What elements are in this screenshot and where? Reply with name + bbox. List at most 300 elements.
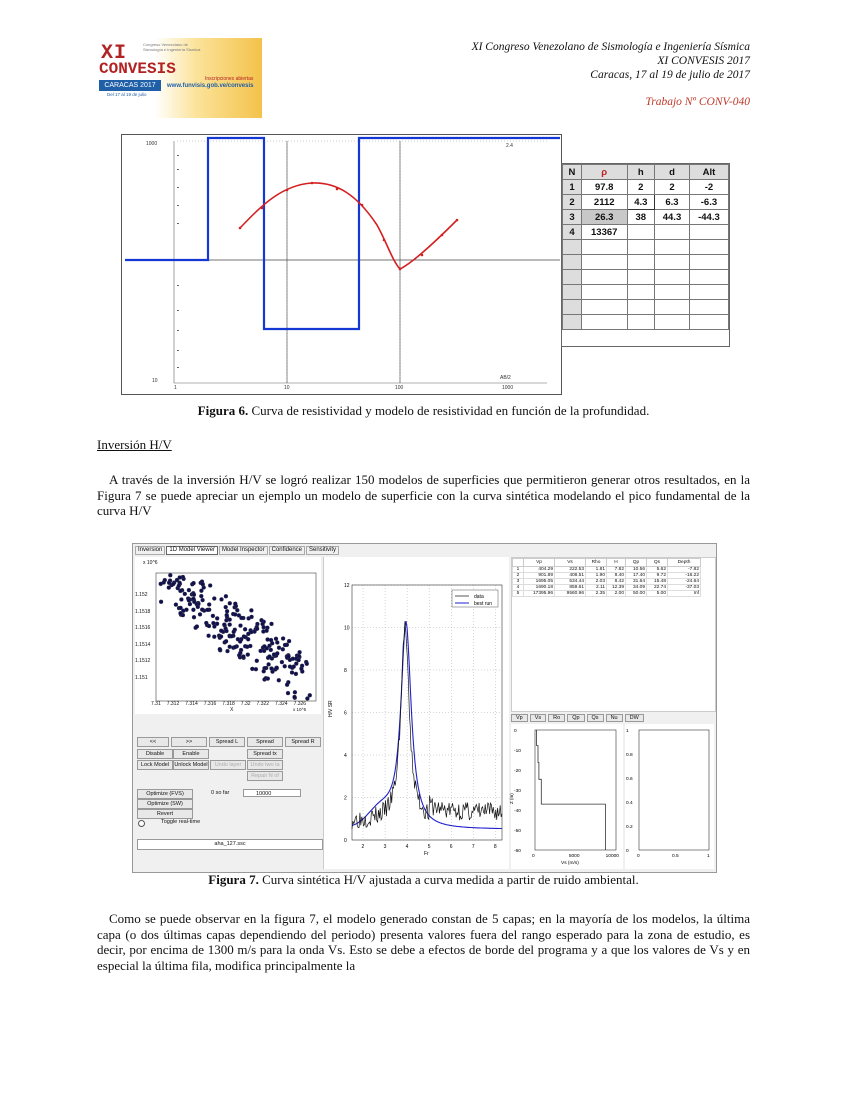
scatter-point bbox=[207, 634, 211, 638]
prev-button[interactable]: << bbox=[137, 737, 169, 747]
spread-r-button[interactable]: Spread R bbox=[285, 737, 321, 747]
y-tick: 1.151 bbox=[135, 674, 148, 681]
fig6-caption-label: Figura 6. bbox=[197, 403, 249, 418]
layers-table-panel bbox=[511, 557, 716, 712]
layer-cell[interactable]: 3 bbox=[513, 579, 524, 585]
scatter-point bbox=[208, 584, 212, 588]
table-cell[interactable]: -44.3 bbox=[689, 210, 728, 225]
logo-url: www.funvisis.gob.ve/convesis bbox=[167, 83, 254, 89]
layer-cell[interactable]: -37.03 bbox=[668, 585, 701, 591]
scatter-x-ticks bbox=[151, 701, 306, 707]
scatter-point bbox=[224, 639, 228, 643]
layer-cell[interactable]: 5 bbox=[513, 591, 524, 597]
logo-small-text: Congreso Venezolano de Sismología e Ingeniería Sísmica bbox=[143, 42, 201, 52]
scatter-point bbox=[228, 618, 232, 622]
scatter-point bbox=[239, 616, 243, 620]
scatter-point bbox=[159, 582, 163, 586]
scatter-point bbox=[177, 584, 181, 588]
profile-tab-nu[interactable]: Nu bbox=[606, 714, 623, 722]
scatter-point bbox=[228, 601, 232, 605]
layer-cell[interactable]: 859.61 bbox=[555, 585, 586, 591]
scatter-point bbox=[246, 637, 250, 641]
layer-col-header: Vs bbox=[555, 559, 586, 567]
scatter-point bbox=[233, 613, 237, 617]
hv-x-tick: 8 bbox=[493, 844, 497, 850]
hv-svg bbox=[324, 557, 509, 869]
logo-name: CONVESIS bbox=[99, 60, 176, 78]
layer-cell[interactable]: 1 bbox=[513, 567, 524, 573]
fig6-caption-text: Curva de resistividad y modelo de resistividad en función de la profundidad. bbox=[248, 403, 650, 418]
x-tick: 7.316 bbox=[203, 701, 217, 707]
y-tick: 1.1514 bbox=[135, 641, 151, 648]
layer-col-header: H bbox=[607, 559, 626, 567]
layer-cell[interactable]: 9560.96 bbox=[555, 591, 586, 597]
scatter-point bbox=[218, 647, 222, 651]
fig6-corner-label: 2.4 bbox=[506, 143, 513, 149]
x-tick: 7.326 bbox=[293, 701, 307, 707]
optimize-sw-button[interactable]: Optimize (SW) bbox=[137, 799, 193, 809]
layer-cell[interactable]: 31.64 bbox=[626, 579, 647, 585]
table-header: d bbox=[655, 165, 690, 180]
fig6-x-tick-10: 10 bbox=[284, 385, 290, 391]
scatter-point bbox=[299, 667, 303, 671]
table-cell[interactable]: 26.3 bbox=[581, 210, 627, 225]
scatter-point bbox=[265, 629, 269, 633]
scatter-point bbox=[226, 649, 230, 653]
undo-two-button[interactable]: Undo two la bbox=[247, 760, 283, 770]
right-x-tick: 1 bbox=[707, 854, 710, 859]
scatter-point bbox=[281, 647, 285, 651]
table-header: N bbox=[563, 165, 582, 180]
table-cell[interactable] bbox=[689, 225, 728, 240]
table-cell[interactable] bbox=[655, 225, 690, 240]
scatter-point bbox=[242, 635, 246, 639]
scatter-point bbox=[285, 683, 289, 687]
profile-y-label: Z (m) bbox=[509, 793, 514, 804]
scatter-point bbox=[222, 623, 226, 627]
profile-tab-qp[interactable]: Qp bbox=[567, 714, 584, 722]
fig6-y-top: 1000 bbox=[146, 141, 158, 147]
scatter-point bbox=[215, 616, 219, 620]
scatter-point bbox=[254, 667, 258, 671]
scatter-point bbox=[277, 678, 281, 682]
right-x-tick: 0.5 bbox=[672, 854, 679, 859]
table-row bbox=[563, 195, 729, 210]
table-cell[interactable]: -6.3 bbox=[689, 195, 728, 210]
layer-col-header: Qp bbox=[626, 559, 647, 567]
x-tick: 7.324 bbox=[275, 701, 288, 707]
x-tick: 7.314 bbox=[185, 701, 198, 707]
scatter-point bbox=[298, 650, 302, 654]
scatter-point bbox=[178, 576, 182, 580]
scatter-point bbox=[275, 666, 279, 670]
table-cell: 4 bbox=[563, 225, 582, 240]
logo-dates: Del 17 al 19 de julio bbox=[107, 92, 147, 97]
layer-cell[interactable]: 1.81 bbox=[586, 567, 607, 573]
hv-x-tick: 5 bbox=[427, 844, 431, 850]
hv-chart bbox=[323, 557, 509, 869]
tab-sensitivity[interactable]: Sensitivity bbox=[306, 546, 339, 555]
scatter-point bbox=[212, 597, 216, 601]
scatter-point bbox=[293, 695, 297, 699]
hv-y-label: H/V SR bbox=[328, 700, 334, 717]
right-x-tick: 0 bbox=[637, 854, 640, 859]
layer-cell[interactable]: 901.89 bbox=[524, 573, 555, 579]
scatter-point bbox=[255, 659, 259, 663]
x-tick: 7.31 bbox=[151, 701, 161, 707]
scatter-point bbox=[212, 635, 216, 639]
right-y-tick: 0.6 bbox=[626, 777, 633, 782]
fig6-y-bottom: 10 bbox=[152, 378, 158, 384]
profile-x-tick: 5000 bbox=[568, 854, 580, 859]
file-name-field: aha_127.ssc bbox=[137, 839, 323, 850]
scatter-point bbox=[245, 645, 249, 649]
scatter-point bbox=[286, 691, 290, 695]
scatter-point bbox=[211, 614, 215, 618]
scatter-point bbox=[188, 602, 192, 606]
layer-col-header: Rho bbox=[586, 559, 607, 567]
profile-tab-dw[interactable]: DW bbox=[625, 714, 644, 722]
table-cell[interactable]: 4.3 bbox=[627, 195, 655, 210]
scatter-point bbox=[268, 655, 272, 659]
hv-legend-best-label: best run bbox=[474, 601, 493, 607]
hv-y-tick: 8 bbox=[344, 668, 347, 674]
layer-cell[interactable]: 17395.96 bbox=[524, 591, 555, 597]
scatter-point bbox=[192, 615, 196, 619]
scatter-point bbox=[243, 627, 247, 631]
header-event: XI CONVESIS 2017 bbox=[657, 55, 750, 67]
next-button[interactable]: >> bbox=[171, 737, 207, 747]
scatter-point bbox=[308, 693, 312, 697]
x-tick: 7.312 bbox=[166, 701, 180, 707]
scatter-point bbox=[270, 641, 274, 645]
scatter-point bbox=[235, 608, 239, 612]
right-empty-plot bbox=[625, 724, 714, 869]
scatter-point bbox=[294, 672, 298, 676]
revert-button[interactable]: Revert bbox=[137, 809, 193, 819]
iterations-input[interactable]: 10000 bbox=[243, 789, 301, 797]
layer-cell[interactable]: 8.42 bbox=[607, 579, 626, 585]
scatter-point bbox=[233, 602, 237, 606]
scatter-point bbox=[207, 603, 211, 607]
layer-cell[interactable]: 1690.18 bbox=[524, 585, 555, 591]
layer-cell[interactable]: 2.35 bbox=[586, 591, 607, 597]
logo-register: Inscripciones abiertas bbox=[205, 76, 254, 82]
scatter-point bbox=[246, 632, 250, 636]
tab-confidence[interactable]: Confidence bbox=[269, 546, 305, 555]
scatter-point bbox=[230, 634, 234, 638]
hv-y-tick: 12 bbox=[344, 583, 350, 589]
profile-tab-ro[interactable]: Ro bbox=[548, 714, 565, 722]
scatter-point bbox=[294, 662, 298, 666]
scatter-point bbox=[297, 658, 301, 662]
scatter-point bbox=[187, 598, 191, 602]
table-cell[interactable]: 2 bbox=[655, 180, 690, 195]
spread-tx-button[interactable]: Spread tx bbox=[247, 749, 283, 759]
scatter-point bbox=[204, 621, 208, 625]
scatter-x-exp: x 10^5 bbox=[293, 707, 307, 712]
scatter-point bbox=[195, 625, 199, 629]
logo-city: CARACAS 2017 bbox=[99, 80, 161, 91]
hv-x-tick: 3 bbox=[383, 844, 387, 850]
scatter-point bbox=[167, 581, 171, 585]
scatter-point bbox=[211, 621, 215, 625]
scatter-point bbox=[224, 605, 228, 609]
repair-button[interactable]: Repair N of bbox=[247, 771, 283, 781]
paragraph-1: A través de la inversión H/V se logró realizar 150 modelos de superficies que permitieron generar otros resultados, en la Figura 7 se puede apreciar un ejemplo un modelo de superficie con la curva sintética modelando el pico fundamental de la curva H/V bbox=[97, 472, 750, 518]
scatter-point bbox=[267, 662, 271, 666]
hv-y-tick: 2 bbox=[344, 795, 347, 802]
hv-y-tick: 0 bbox=[344, 838, 347, 844]
fig7-caption bbox=[97, 872, 750, 888]
table-cell[interactable] bbox=[627, 225, 655, 240]
layer-cell[interactable]: 534.44 bbox=[555, 579, 586, 585]
layer-cell[interactable]: 22.74 bbox=[647, 585, 668, 591]
scatter-point bbox=[187, 588, 191, 592]
fig7-tab-bar bbox=[135, 546, 339, 555]
scatter-svg bbox=[135, 557, 321, 714]
table-header: Alt bbox=[689, 165, 728, 180]
layer-cell[interactable]: 2.00 bbox=[607, 591, 626, 597]
undo-layer-button[interactable]: Undo layer bbox=[210, 760, 246, 770]
fig6-plot bbox=[121, 134, 562, 395]
scatter-point bbox=[287, 639, 291, 643]
scatter-point bbox=[266, 638, 270, 642]
scatter-point bbox=[178, 589, 182, 593]
scatter-point bbox=[287, 654, 291, 658]
disable-button[interactable]: Disable bbox=[137, 749, 173, 759]
scatter-point bbox=[163, 578, 167, 582]
profile-y-tick: -20 bbox=[514, 769, 521, 774]
scatter-x-label: X bbox=[230, 707, 234, 713]
profile-tab-vp[interactable]: Vp bbox=[511, 714, 528, 722]
profile-y-tick: -30 bbox=[514, 789, 521, 794]
scatter-point bbox=[261, 622, 265, 626]
scatter-point bbox=[228, 623, 232, 627]
table-cell[interactable]: 13367 bbox=[581, 225, 627, 240]
layer-cell[interactable]: 1.90 bbox=[586, 573, 607, 579]
scatter-point bbox=[250, 615, 254, 619]
layer-cell[interactable]: 12.39 bbox=[607, 585, 626, 591]
scatter-point bbox=[249, 608, 253, 612]
hv-x-tick: 6 bbox=[449, 844, 453, 850]
hv-y-tick: 6 bbox=[344, 710, 347, 717]
profile-x-tick: 10000 bbox=[605, 854, 619, 859]
hv-y-tick: 10 bbox=[344, 625, 350, 632]
scatter-point bbox=[224, 594, 228, 598]
vs-profile-line bbox=[537, 730, 606, 850]
header-congress: XI Congreso Venezolano de Sismología e Ingeniería Sísmica bbox=[471, 41, 750, 53]
right-y-tick: 0 bbox=[626, 849, 629, 854]
scatter-point bbox=[274, 637, 278, 641]
table-row bbox=[563, 180, 729, 195]
spread-button[interactable]: Spread bbox=[247, 737, 283, 747]
fig7-app-window bbox=[132, 543, 717, 873]
layer-cell[interactable]: 5.62 bbox=[647, 567, 668, 573]
layer-cell[interactable]: -16.22 bbox=[668, 573, 701, 579]
scatter-point bbox=[181, 609, 185, 613]
scatter-point bbox=[290, 671, 294, 675]
scatter-point bbox=[305, 662, 309, 666]
y-tick: 1.1512 bbox=[135, 658, 151, 664]
header-work-number: Trabajo Nº CONV-040 bbox=[645, 96, 750, 108]
scatter-point bbox=[168, 573, 172, 577]
table-cell: 3 bbox=[563, 210, 582, 225]
profile-y-tick: 0 bbox=[514, 729, 517, 734]
x-tick: 7.322 bbox=[256, 701, 270, 707]
profile-tab-vs[interactable]: Vs bbox=[530, 714, 546, 722]
layer-cell[interactable]: 50.00 bbox=[626, 591, 647, 597]
scatter-point bbox=[191, 608, 195, 612]
table-cell[interactable]: -2 bbox=[689, 180, 728, 195]
tab-inversion[interactable]: Inversion bbox=[135, 546, 165, 555]
scatter-point bbox=[281, 637, 285, 641]
scatter-point bbox=[159, 600, 163, 604]
layer-cell[interactable]: 34.09 bbox=[626, 585, 647, 591]
profile-tab-qs[interactable]: Qs bbox=[587, 714, 604, 722]
header-block bbox=[472, 40, 750, 109]
scatter-point bbox=[270, 667, 274, 671]
layer-col-header: Vp bbox=[524, 559, 555, 567]
scatter-point bbox=[201, 582, 205, 586]
profile-y-tick: -50 bbox=[514, 829, 521, 834]
table-cell[interactable]: 97.8 bbox=[581, 180, 627, 195]
layer-cell[interactable]: 404.29 bbox=[524, 567, 555, 573]
layer-col-header: Qs bbox=[647, 559, 668, 567]
y-tick: 1.1518 bbox=[135, 608, 151, 615]
scatter-point bbox=[283, 643, 287, 647]
lock-model-button[interactable]: Lock Model bbox=[137, 760, 173, 770]
layer-cell[interactable]: 9.72 bbox=[647, 573, 668, 579]
profile-svg bbox=[511, 724, 623, 869]
table-row bbox=[563, 210, 729, 225]
right-y-tick: 0.8 bbox=[626, 753, 633, 758]
layer-cell[interactable]: 5.00 bbox=[647, 591, 668, 597]
right-svg bbox=[625, 724, 714, 869]
fig6-x-tick-100: 100 bbox=[395, 385, 404, 391]
scatter-point bbox=[233, 645, 237, 649]
scatter-point bbox=[270, 622, 274, 626]
optimize-fvs-button[interactable]: Optimize (FVS) bbox=[137, 789, 193, 799]
table-cell[interactable]: 38 bbox=[627, 210, 655, 225]
scatter-point bbox=[179, 598, 183, 602]
scatter-point bbox=[198, 612, 202, 616]
layer-cell[interactable]: 8.40 bbox=[607, 573, 626, 579]
scatter-point bbox=[225, 609, 229, 613]
hv-x-tick: 4 bbox=[405, 844, 409, 850]
scatter-exponent: x 10^6 bbox=[143, 560, 158, 566]
scatter-point bbox=[174, 603, 178, 607]
x-tick: 7.318 bbox=[222, 701, 235, 707]
fig6-model-line bbox=[125, 138, 560, 329]
scatter-point bbox=[260, 618, 264, 622]
layer-cell[interactable]: 2.11 bbox=[586, 585, 607, 591]
scatter-point bbox=[192, 600, 196, 604]
scatter-point bbox=[262, 669, 266, 673]
layer-cell[interactable]: 15.48 bbox=[647, 579, 668, 585]
scatter-point bbox=[288, 665, 292, 669]
scatter-point bbox=[241, 655, 245, 659]
layer-cell[interactable]: -7.82 bbox=[668, 567, 701, 573]
table-row bbox=[563, 225, 729, 240]
layer-row[interactable] bbox=[513, 591, 701, 597]
fig7-caption-text: Curva sintética H/V ajustada a curva medida a partir de ruido ambiental. bbox=[258, 872, 639, 887]
table-cell[interactable]: 6.3 bbox=[655, 195, 690, 210]
enable-button[interactable]: Enable bbox=[173, 749, 209, 759]
layers-table bbox=[512, 558, 701, 597]
fig6-caption bbox=[97, 403, 750, 419]
profile-x-label: Vs (m/s) bbox=[561, 861, 579, 866]
layer-cell[interactable]: 7.82 bbox=[607, 567, 626, 573]
layer-cell[interactable]: 4 bbox=[513, 585, 524, 591]
table-header: ρ bbox=[581, 165, 627, 180]
scatter-point bbox=[283, 664, 287, 668]
fig6-x-tick-1: 1 bbox=[174, 385, 177, 391]
layer-cell[interactable]: 17.40 bbox=[626, 573, 647, 579]
layer-cell[interactable]: -24.64 bbox=[668, 579, 701, 585]
table-cell[interactable]: 2112 bbox=[581, 195, 627, 210]
scatter-point bbox=[272, 653, 276, 657]
scatter-point bbox=[219, 635, 223, 639]
layer-cell[interactable]: 1695.05 bbox=[524, 579, 555, 585]
layer-cell[interactable]: 222.53 bbox=[555, 567, 586, 573]
y-tick: 1.1516 bbox=[135, 625, 151, 631]
unlock-model-button[interactable]: Unlock Model bbox=[174, 762, 208, 768]
scatter-point bbox=[196, 605, 200, 609]
hv-x-tick: 2 bbox=[361, 844, 365, 850]
scatter-point bbox=[200, 608, 204, 612]
profile-tab-bar bbox=[511, 714, 644, 722]
logo-roman: XI bbox=[101, 42, 128, 65]
scatter-point bbox=[225, 613, 229, 617]
layer-cell[interactable]: 408.51 bbox=[555, 573, 586, 579]
right-y-tick: 1 bbox=[626, 729, 629, 734]
scatter-point bbox=[277, 646, 281, 650]
spread-l-button[interactable]: Spread L bbox=[209, 737, 245, 747]
scatter-point bbox=[255, 627, 259, 631]
table-cell[interactable]: 2 bbox=[627, 180, 655, 195]
profile-x-tick: 0 bbox=[532, 854, 535, 859]
scatter-point bbox=[206, 608, 210, 612]
profile-y-tick: -40 bbox=[514, 809, 521, 814]
scatter-point bbox=[183, 592, 187, 596]
fig6-layer-table bbox=[561, 163, 730, 347]
scatter-point bbox=[236, 637, 240, 641]
x-tick: 7.32 bbox=[240, 701, 251, 707]
tab-1d-model-viewer[interactable]: 1D Model Viewer bbox=[166, 546, 218, 555]
y-tick: 1.152 bbox=[135, 592, 148, 598]
toggle-radio[interactable] bbox=[138, 820, 145, 827]
layer-cell[interactable]: 2 bbox=[513, 573, 524, 579]
scatter-point bbox=[192, 593, 196, 597]
hv-legend-data-label: data bbox=[474, 594, 484, 600]
profile-y-tick: -10 bbox=[514, 749, 521, 754]
header-place-date: Caracas, 17 al 19 de julio de 2017 bbox=[590, 69, 750, 81]
scatter-point bbox=[280, 660, 284, 664]
layer-cell[interactable]: Inf bbox=[668, 591, 701, 597]
fig6-x-label: AB/2 bbox=[500, 375, 511, 381]
layer-cell[interactable]: 10.56 bbox=[626, 567, 647, 573]
scatter-point bbox=[192, 581, 196, 585]
layer-cell[interactable]: 2.03 bbox=[586, 579, 607, 585]
scatter-point bbox=[215, 622, 219, 626]
table-cell[interactable]: 44.3 bbox=[655, 210, 690, 225]
scatter-point bbox=[171, 582, 175, 586]
scatter-point bbox=[266, 677, 270, 681]
scatter-point bbox=[199, 594, 203, 598]
tab-model-inspector[interactable]: Model Inspector bbox=[219, 546, 268, 555]
table-header: h bbox=[627, 165, 655, 180]
